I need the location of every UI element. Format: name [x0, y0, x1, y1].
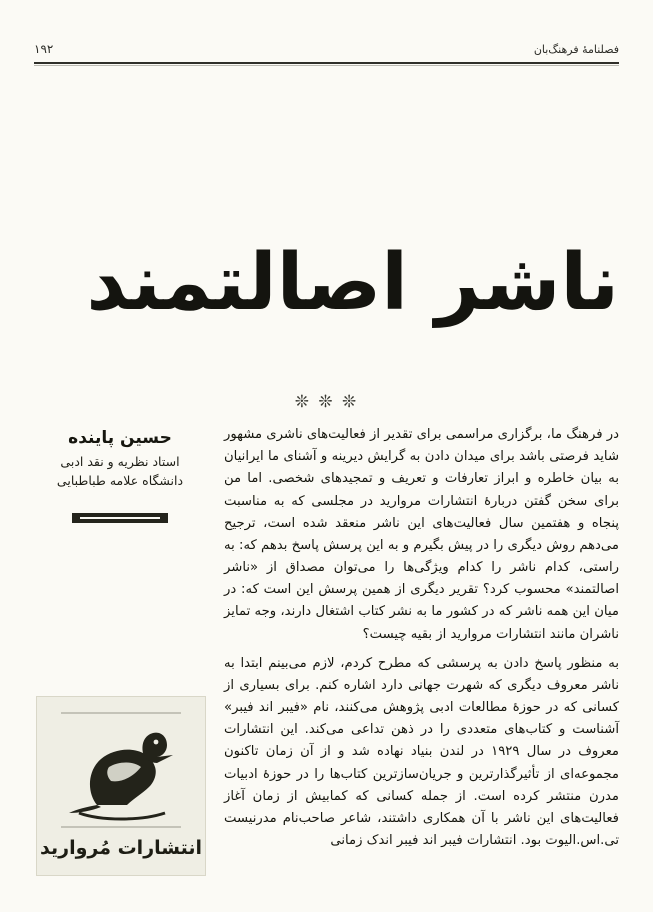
- paragraph-1: در فرهنگ ما، برگزاری مراسمی برای تقدیر از فعالیت‌های ناشری مشهور شاید فرصتی باشد برای میدان دادن به گرایش دیرینه و آشنای ما ایرانیان به بیان خاطره و ابراز تعارفات و تعریف و تمجیدهای شخصی. اما من برای سخن گفتن دربارهٔ انتشارات مروارید در مجلسی که به مناسبت پنجاه و هفتمین سال فعالیت‌های این ناشر منعقد شده است، ترجیح می‌دهم روش دیگری را در پیش بگیرم و به این پرسش پاسخ بدهم که: به راستی، کدام ناشر را کدام ویژگی‌ها را می‌توان مصداق از «ناشر اصالتمند» محسوب کرد؟ تقریر دیگری از همین پرسش این است که: در میان این همه ناشر که در کشور ما به نشر کتاب اشتغال دارند، وجه تمایز ناشران مانند انتشارات مروارید از بقیه چیست؟: [224, 427, 619, 642]
- dove-bird-icon: [57, 709, 185, 835]
- running-head-journal-title: فصلنامهٔ فرهنگ‌بان: [533, 42, 619, 56]
- publisher-logo-caption: انتشارات مُروارید: [40, 837, 202, 859]
- publisher-logo-box: [36, 696, 206, 876]
- page-title: ناشر اصالتمند: [86, 238, 619, 328]
- ornament-divider: ❊ ❊ ❊: [294, 392, 359, 412]
- body-area: [34, 424, 619, 904]
- author-affiliation-line-1: استاد نظریه و نقد ادبی: [60, 454, 180, 469]
- paragraph-2: به منظور پاسخ دادن به پرسشی که مطرح کردم، لازم می‌بینم ابتدا به ناشر معروف دیگری که شهرت جهانی دارد اشاره کنم. برای بسیاری از کسانی که در حوزهٔ مطالعات ادبی پژوهش می‌کنند، نام «فیبر اند فیبر» آشناست و کتاب‌های متعددی را در ذهن تداعی می‌کند. این انتشارات معروف در سال ۱۹۲۹ در لندن بنیاد نهاده شد و از آن زمان تاکنون مجموعه‌ای از تأثیرگذارترین و جریان‌سازترین کتاب‌ها را در حوزهٔ ادبیات مدرن منتشر کرده است. از جمله کسانی که کمابیش از زمان آغاز فعالیت‌های این ناشر با آن همکاری داشتند، شاعر صاحب‌نام مدرنیست تی.اس.الیوت بود. انتشارات فیبر اند فیبر اندک زمانی: [224, 655, 619, 849]
- page-number: ۱۹۲: [34, 42, 54, 56]
- author-name: حسین پاینده: [68, 428, 172, 448]
- running-head-rule: [34, 62, 619, 64]
- author-affiliation-line-2: دانشگاه علامه طباطبایی: [56, 472, 184, 488]
- running-head: [34, 36, 619, 62]
- author-block: [34, 428, 206, 523]
- main-text-column: [224, 424, 619, 904]
- author-divider: [72, 513, 168, 523]
- side-column: [34, 424, 206, 904]
- article-title-block: [34, 238, 619, 328]
